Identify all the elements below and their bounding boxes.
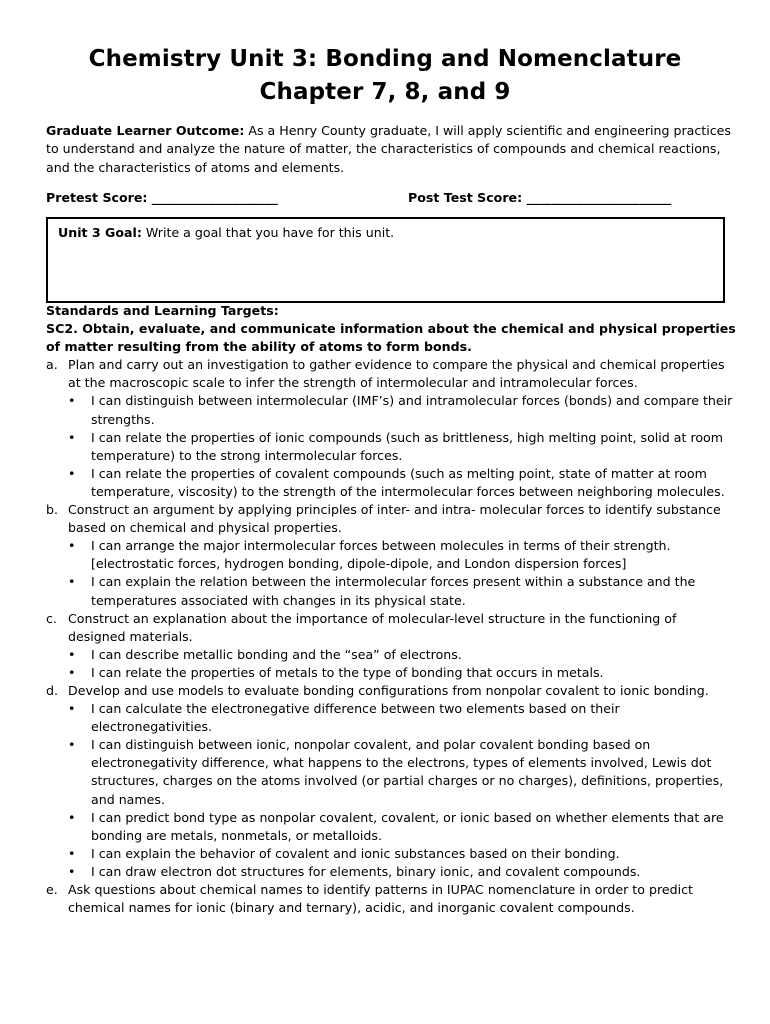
unit-goal-label: Unit 3 Goal: — [58, 225, 142, 240]
learning-target-text: I can predict bond type as nonpolar covalent, covalent, or ionic based on whether elements that are bonding are metals, nonmetals, or metalloids. — [91, 809, 724, 843]
learning-target-text: I can arrange the major intermolecular forces between molecules in terms of their strength. [electrostatic forces, hydrogen bonding, dipole-dipole, and London dispersion forces] — [91, 538, 671, 572]
list-marker: c. — [46, 610, 57, 626]
pretest-score-field[interactable]: Pretest Score: ____________________ — [46, 190, 278, 205]
bullet-icon: • — [68, 863, 76, 879]
standards-list — [46, 356, 736, 917]
learning-target-text: I can explain the behavior of covalent and ionic substances based on their bonding. — [91, 845, 620, 861]
learning-target-text: I can distinguish between ionic, nonpolar covalent, and polar covalent bonding based on electronegativity difference, what happens to the electrons, types of elements involved, Lewis dot structures, charges on the atoms involved (or partial charges or no charges), definitions, properties, and names. — [91, 737, 724, 807]
learning-target-text: I can draw electron dot structures for elements, binary ionic, and covalent compounds. — [91, 863, 641, 879]
standard-item-text: Construct an explanation about the importance of molecular-level structure in the functioning of designed materials. — [68, 610, 677, 644]
standard-item-text: Develop and use models to evaluate bonding configurations from nonpolar covalent to ionic bonding. — [68, 682, 709, 698]
list-marker: e. — [46, 882, 58, 897]
unit-goal-prompt — [58, 225, 394, 240]
bullet-icon: • — [68, 646, 76, 662]
bullet-icon: • — [68, 574, 76, 590]
bullet-icon: • — [68, 809, 76, 825]
standard-item — [46, 501, 736, 537]
standard-item-text: Construct an argument by applying principles of inter- and intra- molecular forces to identify substance based on chemical and physical properties. — [68, 502, 721, 536]
page-title: Chemistry Unit 3: Bonding and Nomenclature — [88, 46, 682, 72]
bullet-icon: • — [68, 538, 76, 554]
standard-item — [46, 881, 736, 917]
standard-sc2: SC2. Obtain, evaluate, and communicate information about the chemical and physical properties of matter resulting from the ability of atoms to form bonds. — [46, 321, 736, 355]
learning-target — [46, 465, 736, 501]
standards-section — [46, 302, 736, 917]
learning-target — [46, 537, 736, 573]
bullet-icon: • — [68, 465, 76, 481]
learning-target — [46, 646, 736, 664]
learning-target — [46, 845, 736, 863]
learning-target-text: I can relate the properties of covalent compounds (such as melting point, state of matter at room temperature, viscosity) to the strength of the intermolecular forces between neighboring molecules. — [91, 465, 725, 499]
standard-item-text: Ask questions about chemical names to identify patterns in IUPAC nomenclature in order to predict chemical names for ionic (binary and ternary), acidic, and inorganic covalent compounds. — [68, 882, 693, 916]
list-marker: a. — [46, 357, 58, 373]
learning-target — [46, 809, 736, 845]
learning-target-text: I can explain the relation between the intermolecular forces present within a substance and the temperatures associated with changes in its physical state. — [91, 574, 696, 608]
list-marker: d. — [46, 682, 58, 698]
learning-target — [46, 736, 736, 808]
bullet-icon: • — [68, 429, 76, 445]
learning-target — [46, 863, 736, 881]
standard-item — [46, 682, 736, 700]
page-subtitle: Chapter 7, 8, and 9 — [259, 79, 511, 105]
learning-target-text: I can relate the properties of ionic compounds (such as brittleness, high melting point, solid at room temperature) to the strong intermolecular forces. — [91, 429, 724, 463]
standard-item-text: Plan and carry out an investigation to gather evidence to compare the physical and chemical properties at the macroscopic scale to infer the strength of intermolecular and intramolecular forces. — [68, 357, 725, 391]
learning-target — [46, 664, 736, 682]
posttest-score-field[interactable]: Post Test Score: _______________________ — [408, 190, 672, 205]
standard-item — [46, 356, 736, 392]
unit-goal-box[interactable] — [46, 217, 725, 303]
learning-target — [46, 700, 736, 736]
learning-target — [46, 392, 736, 428]
learning-target-text: I can relate the properties of metals to the type of bonding that occurs in metals. — [91, 664, 604, 680]
outcome-label: Graduate Learner Outcome: — [46, 123, 245, 138]
standards-heading: Standards and Learning Targets: — [46, 303, 279, 318]
graduate-learner-outcome — [46, 122, 736, 177]
outcome-text: As a Henry County graduate, I will apply scientific and engineering practices to understand and analyze the nature of matter, the characteristics of compounds and chemical reactions, and the characteristics of atoms and elements. — [46, 123, 731, 175]
bullet-icon: • — [68, 845, 76, 861]
learning-target — [46, 429, 736, 465]
bullet-icon: • — [68, 701, 76, 717]
standard-item — [46, 610, 736, 646]
bullet-icon: • — [68, 393, 76, 409]
list-marker: b. — [46, 502, 58, 518]
bullet-icon: • — [68, 664, 76, 680]
learning-target-text: I can describe metallic bonding and the “sea” of electrons. — [91, 646, 462, 662]
unit-goal-text: Write a goal that you have for this unit. — [141, 225, 395, 240]
learning-target-text: I can distinguish between intermolecular (IMF’s) and intramolecular forces (bonds) and compare their strengths. — [91, 393, 733, 427]
learning-target — [46, 573, 736, 609]
bullet-icon: • — [68, 737, 76, 753]
learning-target-text: I can calculate the electronegative difference between two elements based on their electronegativities. — [91, 701, 620, 735]
